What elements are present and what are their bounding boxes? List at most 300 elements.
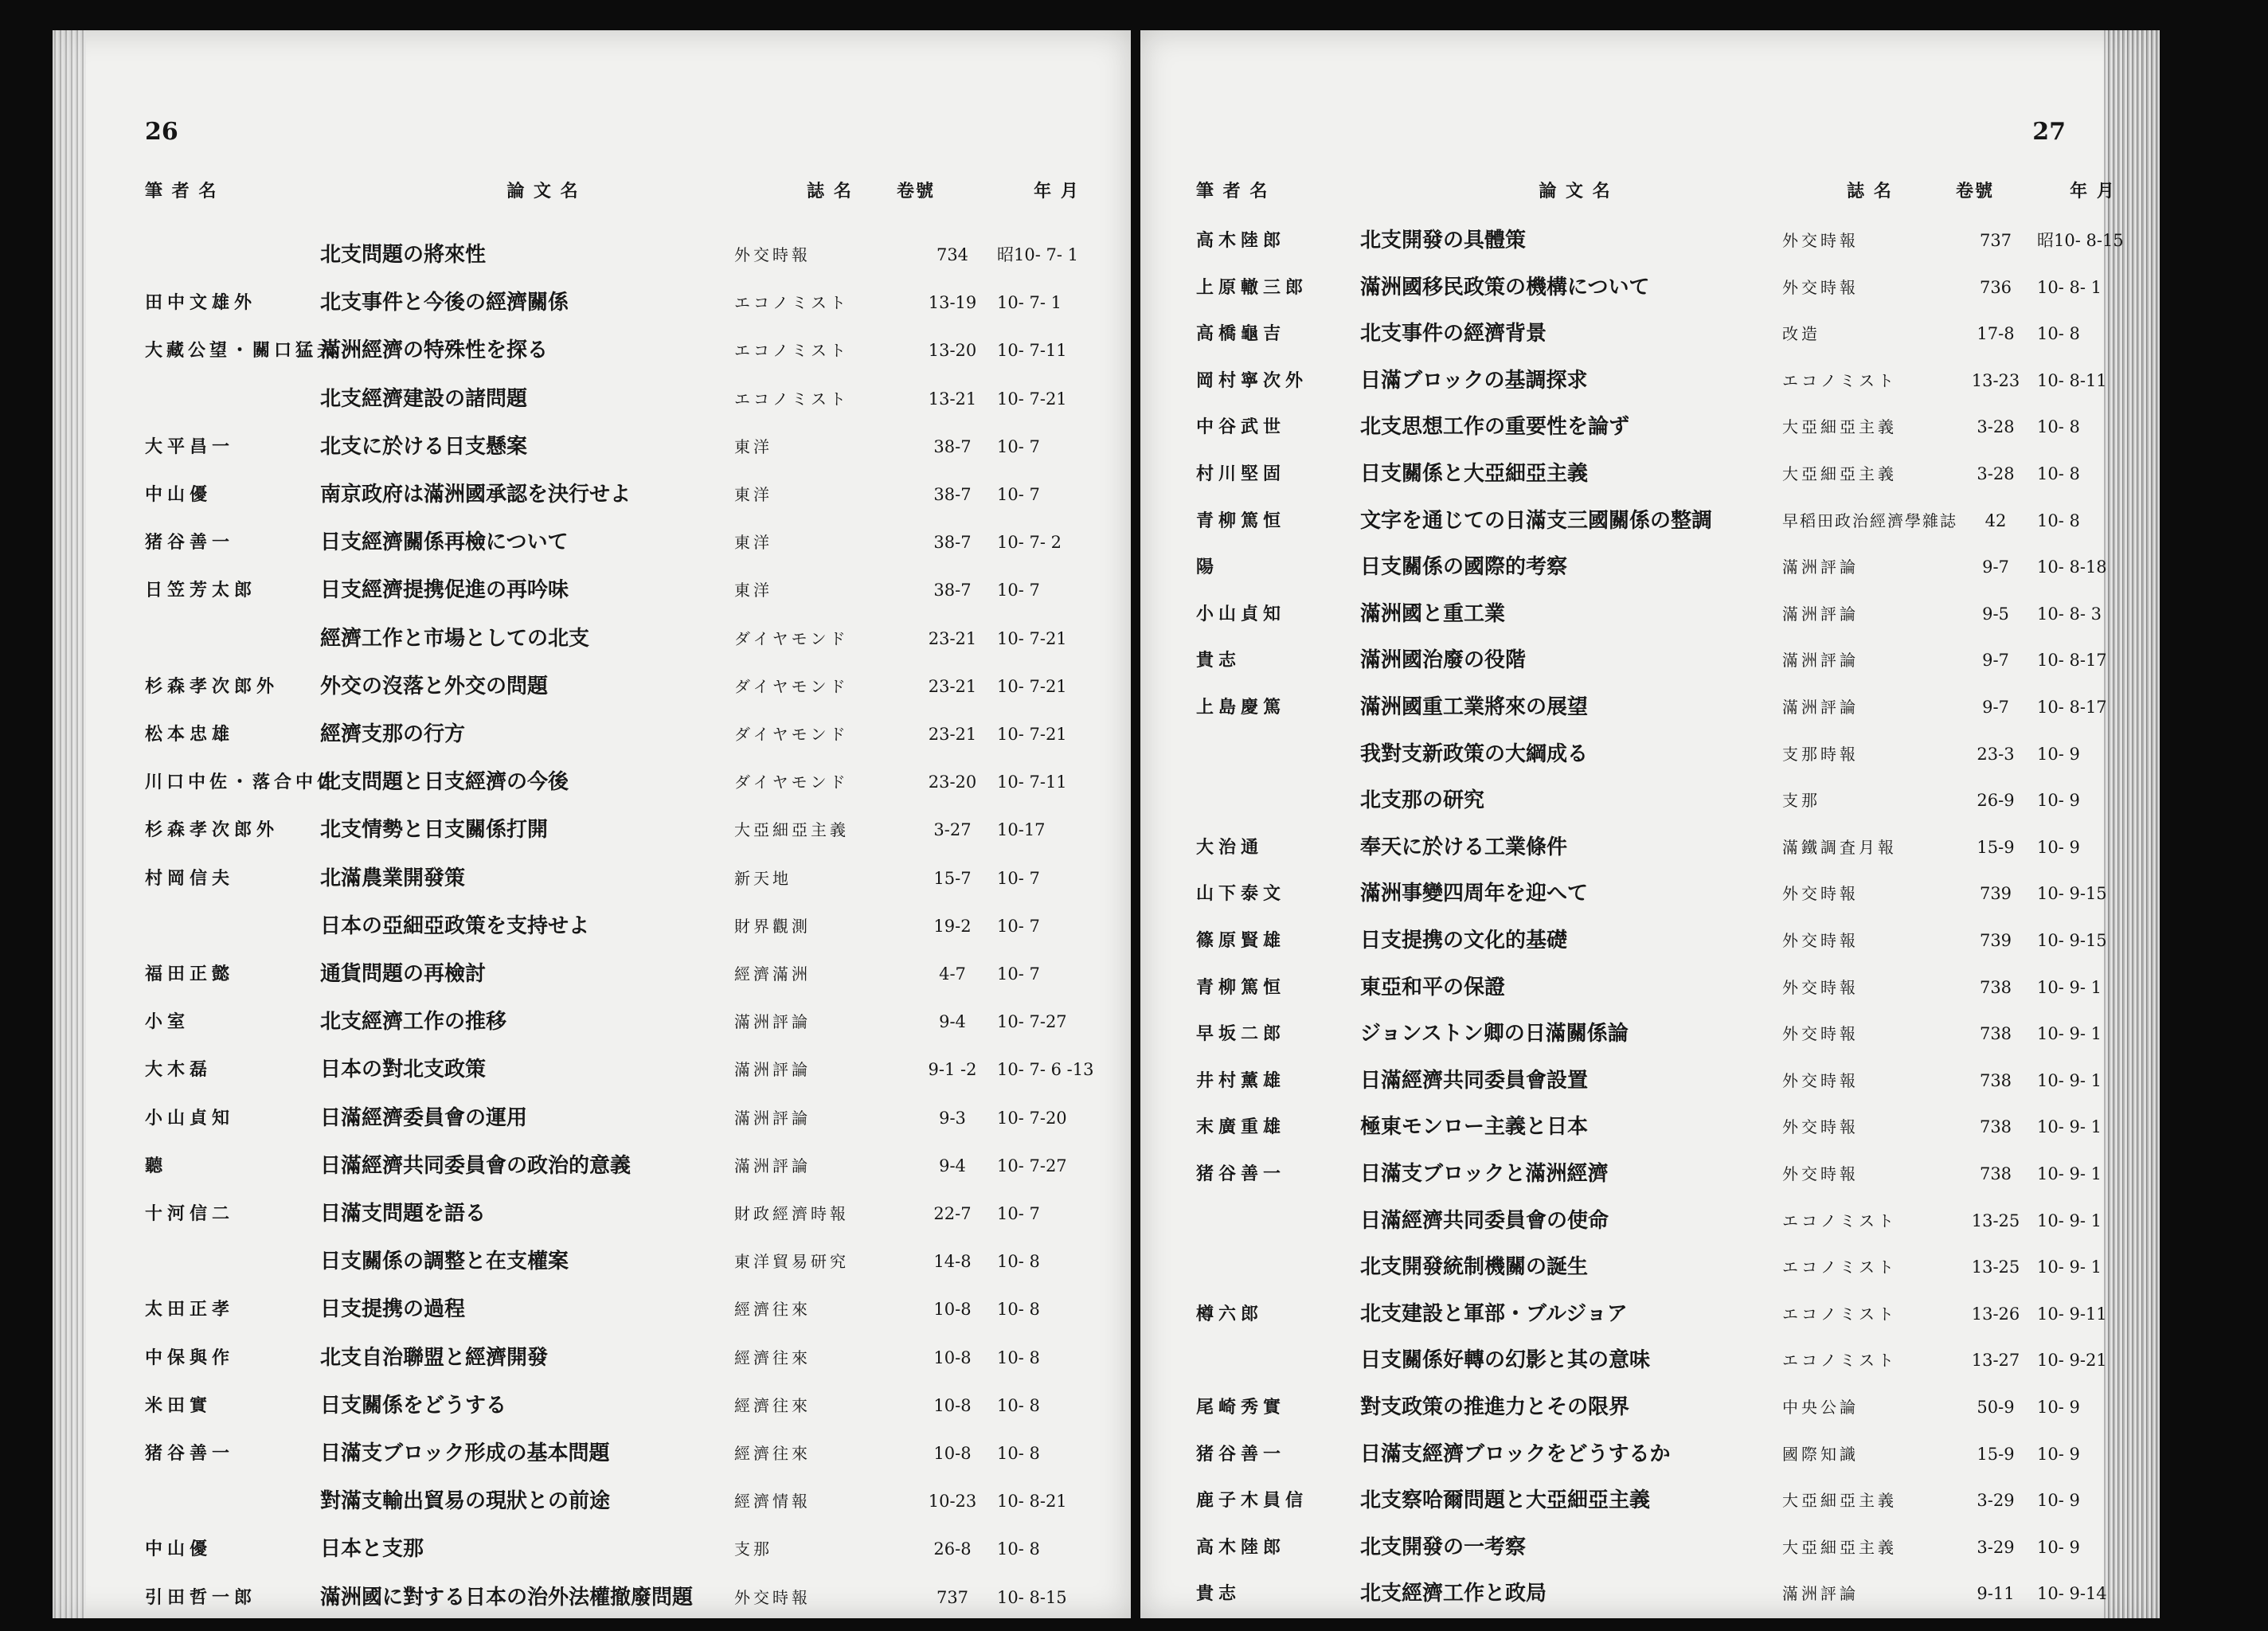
title-cell: 文字を通じての日滿支三國關係の整調 [1360, 508, 1713, 533]
date-cell: 10- 7-11 [997, 772, 1067, 792]
table-row [53, 383, 1131, 415]
table-header-left [53, 175, 1131, 207]
volume-cell: 10-8 [933, 1300, 972, 1320]
volume-cell: 738 [1979, 1024, 2012, 1044]
magazine-cell: 中央公論 [1782, 1398, 1859, 1417]
title-cell: 日滿支ブロック形成の基本問題 [320, 1441, 610, 1465]
author-cell: 高木陸郎 [1196, 1536, 1286, 1558]
author-cell: 杉森孝次郎外 [145, 819, 280, 841]
magazine-cell: 滿洲評論 [734, 1156, 811, 1175]
table-header-right [1140, 175, 2160, 207]
title-cell: 日滿ブロックの基調探求 [1360, 368, 1588, 393]
title-cell: 滿洲國移民政策の機構について [1360, 275, 1650, 299]
volume-cell: 734 [936, 245, 969, 264]
right-page [1140, 30, 2160, 1618]
title-cell: 北支思想工作の重要性を論ず [1360, 415, 1630, 440]
magazine-cell: ダイヤモンド [734, 725, 849, 744]
table-row [1140, 598, 2160, 630]
table-row [53, 574, 1131, 606]
author-cell: 日笠芳太郎 [145, 580, 257, 601]
title-cell: 日本の亞細亞政策を支持せよ [320, 913, 590, 938]
header-volume: 卷號 [1956, 181, 1995, 201]
title-cell: 經濟工作と市場としての北支 [320, 626, 590, 651]
title-cell: 滿洲國と重工業 [1360, 601, 1506, 626]
header-date: 年 月 [1034, 181, 1080, 201]
title-cell: 北支自治聯盟と經濟開發 [320, 1345, 549, 1370]
author-cell: 猪谷善一 [1196, 1164, 1286, 1184]
date-cell: 10- 8 [997, 1395, 1040, 1415]
table-row [1140, 925, 2160, 956]
volume-cell: 3-28 [1977, 464, 2015, 483]
date-cell: 10- 7-21 [997, 628, 1067, 648]
table-row [1140, 1158, 2160, 1190]
title-cell: 東亞和平の保證 [1360, 975, 1506, 999]
magazine-cell: 支那 [1782, 791, 1820, 811]
date-cell: 10- 9-15 [2037, 884, 2107, 904]
table-row [53, 623, 1131, 655]
table-row [53, 1342, 1131, 1374]
volume-cell: 738 [1979, 1070, 2012, 1090]
magazine-cell: エコノミスト [1782, 1351, 1897, 1371]
date-cell: 10- 9 [2037, 1444, 2080, 1464]
date-cell: 10- 7-21 [997, 676, 1067, 696]
table-row [53, 526, 1131, 558]
table-row [1140, 318, 2160, 350]
date-cell: 10- 7-27 [997, 1156, 1067, 1175]
date-cell: 10- 9 [2037, 791, 2080, 811]
table-row [53, 1246, 1131, 1277]
volume-cell: 738 [1979, 1164, 2012, 1183]
date-cell: 10- 9 [2037, 1491, 2080, 1511]
magazine-cell: 東洋貿易研究 [734, 1252, 849, 1272]
title-cell: 日本の對北支政策 [320, 1058, 487, 1082]
author-cell: 小室 [145, 1011, 190, 1033]
magazine-cell: 滿洲評論 [734, 1060, 811, 1080]
table-row [1140, 505, 2160, 537]
date-cell: 10- 7 [997, 868, 1040, 888]
table-row [53, 479, 1131, 510]
table-row [1140, 1065, 2160, 1097]
title-cell: 日支關係好轉の幻影と其の意味 [1360, 1348, 1651, 1373]
volume-cell: 38-7 [933, 485, 972, 504]
page-edge-right [2104, 30, 2160, 1618]
title-cell: 日支經濟提携促進の再吟味 [320, 578, 569, 603]
date-cell: 10- 8-15 [997, 1587, 1067, 1607]
table-row [1140, 411, 2160, 443]
date-cell: 10- 9-15 [2037, 931, 2107, 950]
date-cell: 10- 8 [997, 1300, 1040, 1320]
volume-cell: 3-28 [1977, 417, 2015, 437]
table-row [1140, 831, 2160, 863]
title-cell: 北支經濟工作の推移 [320, 1010, 507, 1035]
magazine-cell: エコノミスト [1782, 1304, 1897, 1324]
author-cell: 上原轍三郎 [1196, 276, 1308, 298]
table-row [53, 431, 1131, 463]
date-cell: 10- 7- 1 [997, 293, 1062, 313]
magazine-cell: 外交時報 [1782, 1024, 1859, 1044]
table-row [53, 958, 1131, 990]
magazine-cell: 大亞細亞主義 [1782, 417, 1897, 437]
magazine-cell: エコノミスト [734, 389, 849, 409]
date-cell: 10- 8- 3 [2037, 604, 2102, 624]
author-cell: 山下泰文 [1196, 883, 1286, 905]
magazine-cell: 滿洲評論 [1782, 1584, 1859, 1604]
author-cell: 福田正懿 [145, 964, 235, 984]
table-row [53, 239, 1131, 271]
title-cell: ジョンストン卿の日滿關係論 [1360, 1022, 1629, 1046]
title-cell: 對滿支輸出貿易の現狀との前途 [320, 1489, 611, 1514]
table-row [53, 1150, 1131, 1182]
author-cell: 太田正孝 [145, 1299, 235, 1320]
date-cell: 10- 8 [997, 1252, 1040, 1272]
table-row [1140, 972, 2160, 1003]
title-cell: 北支事件と今後の經濟關係 [320, 291, 569, 315]
volume-cell: 10-8 [933, 1444, 972, 1463]
date-cell: 10- 8-17 [2037, 698, 2107, 717]
table-row [53, 287, 1131, 319]
author-cell: 青柳篤恒 [1196, 976, 1286, 998]
date-cell: 10- 8 [997, 1444, 1040, 1463]
title-cell: 北支問題の將來性 [320, 243, 487, 267]
date-cell: 10- 7-21 [997, 389, 1067, 409]
author-cell: 青柳篤恒 [1196, 510, 1286, 531]
author-cell: 中谷武世 [1196, 417, 1286, 438]
date-cell: 10- 9 [2037, 1537, 2080, 1557]
author-cell: 陽 [1196, 557, 1219, 578]
author-cell: 尾崎秀實 [1196, 1397, 1286, 1418]
table-row [53, 1293, 1131, 1325]
volume-cell: 13-25 [1971, 1211, 2020, 1230]
volume-cell: 10-8 [933, 1347, 972, 1367]
volume-cell: 22-7 [933, 1204, 972, 1223]
author-cell: 岡村寧次外 [1196, 370, 1308, 391]
title-cell: 北支經濟工作と政局 [1360, 1582, 1547, 1606]
header-author: 筆 者 名 [1196, 181, 1269, 201]
date-cell: 10- 8-17 [2037, 651, 2107, 671]
title-cell: 極東モンロー主義と日本 [1360, 1115, 1589, 1140]
volume-cell: 736 [1979, 277, 2012, 297]
date-cell: 10- 8 [997, 1347, 1040, 1367]
volume-cell: 9-1 -2 [928, 1060, 977, 1080]
title-cell: 日支關係をどうする [320, 1393, 507, 1418]
date-cell: 10- 9 [2037, 744, 2080, 764]
volume-cell: 13-25 [1971, 1257, 2020, 1277]
table-row [1140, 738, 2160, 770]
magazine-cell: 外交時報 [1782, 231, 1859, 250]
magazine-cell: 國際知識 [1782, 1444, 1859, 1464]
volume-cell: 738 [1979, 1117, 2012, 1137]
volume-cell: 9-7 [1982, 557, 2009, 577]
table-row [1140, 1484, 2160, 1516]
title-cell: 我對支新政策の大綱成る [1360, 741, 1589, 766]
author-cell: 引田哲一郎 [145, 1586, 257, 1608]
author-cell: 松本忠雄 [145, 724, 235, 745]
volume-cell: 23-3 [1977, 744, 2015, 764]
date-cell: 10- 7- 6 -13 [997, 1060, 1094, 1080]
volume-cell: 19-2 [933, 916, 972, 936]
volume-cell: 38-7 [933, 436, 972, 456]
date-cell: 10- 8- 1 [2037, 277, 2102, 297]
author-cell: 早坂二郎 [1196, 1023, 1286, 1045]
title-cell: 日滿經濟共同委員會の政治的意義 [320, 1153, 632, 1178]
author-cell: 貴志 [1196, 1583, 1242, 1605]
date-cell: 10- 9- 1 [2037, 1211, 2102, 1230]
date-cell: 10- 7 [997, 964, 1040, 984]
author-cell: 村岡信夫 [145, 867, 235, 889]
magazine-cell: 支那時報 [1782, 744, 1859, 764]
title-cell: 北支建設と軍部・ブルジョア [1360, 1301, 1628, 1326]
table-row [53, 1485, 1131, 1517]
magazine-cell: 外交時報 [1782, 931, 1859, 950]
table-row [53, 1582, 1131, 1613]
date-cell: 10- 9- 1 [2037, 1117, 2102, 1137]
magazine-cell: 外交時報 [734, 245, 811, 264]
header-author: 筆 者 名 [145, 181, 218, 201]
table-row [53, 334, 1131, 366]
date-cell: 10- 9-21 [2037, 1351, 2107, 1371]
title-cell: 對支政策の推進力とその限界 [1360, 1395, 1630, 1419]
author-cell: 篠原賢雄 [1196, 930, 1286, 951]
volume-cell: 13-20 [928, 341, 977, 361]
author-cell: 米田實 [145, 1394, 213, 1416]
volume-cell: 738 [1979, 977, 2012, 997]
volume-cell: 10-23 [928, 1492, 977, 1512]
title-cell: 通貨問題の再檢討 [320, 962, 487, 986]
title-cell: 南京政府は滿洲國承認を決行せよ [320, 483, 632, 507]
magazine-cell: 東洋 [734, 581, 772, 600]
volume-cell: 15-7 [933, 868, 972, 888]
title-cell: 北支開發の具體策 [1360, 229, 1527, 252]
magazine-cell: エコノミスト [734, 341, 849, 361]
author-cell: 中保與作 [145, 1347, 235, 1368]
date-cell: 10- 8-18 [2037, 557, 2107, 577]
volume-cell: 9-5 [1982, 604, 2009, 624]
header-title: 論 文 名 [1539, 181, 1612, 201]
table-row [1140, 644, 2160, 676]
table-row [53, 814, 1131, 846]
left-page [53, 30, 1131, 1618]
date-cell: 10- 9 [2037, 1398, 2080, 1417]
title-cell: 北支那の研究 [1360, 788, 1485, 813]
date-cell: 10- 8 [997, 1539, 1040, 1559]
date-cell: 10- 7 [997, 581, 1040, 600]
title-cell: 北支察哈爾問題と大亞細亞主義 [1360, 1488, 1651, 1513]
table-row [1140, 1111, 2160, 1143]
volume-cell: 13-26 [1971, 1304, 2020, 1324]
magazine-cell: 滿洲評論 [734, 1108, 811, 1128]
volume-cell: 23-21 [928, 628, 977, 648]
date-cell: 10- 9-11 [2037, 1304, 2107, 1324]
volume-cell: 737 [1979, 231, 2012, 250]
magazine-cell: エコノミスト [1782, 1257, 1897, 1277]
date-cell: 10- 7 [997, 916, 1040, 936]
volume-cell: 13-21 [928, 389, 977, 409]
volume-cell: 14-8 [933, 1252, 972, 1272]
title-cell: 北支開發統制機關の誕生 [1360, 1255, 1589, 1280]
date-cell: 10- 7-20 [997, 1108, 1067, 1128]
volume-cell: 737 [936, 1587, 969, 1607]
volume-cell: 10-8 [933, 1395, 972, 1415]
author-cell: 中山優 [145, 484, 213, 505]
magazine-cell: 經濟情報 [734, 1492, 811, 1512]
magazine-cell: 滿洲評論 [1782, 604, 1859, 624]
magazine-cell: 滿鐵調査月報 [1782, 837, 1897, 857]
magazine-cell: 滿洲評論 [1782, 698, 1859, 717]
volume-cell: 9-3 [939, 1108, 966, 1128]
title-cell: 北支情勢と日支關係打開 [320, 818, 549, 843]
magazine-cell: 外交時報 [1782, 1117, 1859, 1137]
volume-cell: 38-7 [933, 581, 972, 600]
table-row [1140, 1391, 2160, 1423]
title-cell: 日滿支經濟ブロックをどうするか [1360, 1441, 1671, 1466]
table-row [1140, 272, 2160, 303]
date-cell: 10- 9- 1 [2037, 1024, 2102, 1044]
magazine-cell: 外交時報 [1782, 884, 1859, 904]
table-row [1140, 784, 2160, 816]
table-row [53, 1054, 1131, 1085]
volume-cell: 15-9 [1977, 837, 2015, 857]
title-cell: 外交の沒落と外交の問題 [320, 674, 549, 698]
table-row [53, 862, 1131, 894]
volume-cell: 9-11 [1977, 1584, 2015, 1604]
author-cell: 田中文雄外 [145, 292, 257, 314]
title-cell: 日支經濟關係再檢について [320, 530, 569, 555]
magazine-cell: 新天地 [734, 868, 792, 888]
author-cell: 杉森孝次郎外 [145, 675, 280, 697]
title-cell: 北支事件の經濟背景 [1360, 322, 1547, 346]
magazine-cell: 經濟滿洲 [734, 964, 811, 984]
title-cell: 滿洲事變四周年を迎へて [1360, 882, 1589, 906]
author-cell: 猪谷善一 [145, 532, 235, 553]
date-cell: 10- 9- 1 [2037, 1164, 2102, 1183]
date-cell: 10- 8-21 [997, 1492, 1067, 1512]
volume-cell: 3-29 [1977, 1537, 2015, 1557]
date-cell: 10- 7-21 [997, 725, 1067, 744]
author-cell: 中山優 [145, 1539, 213, 1560]
header-title: 論 文 名 [506, 181, 580, 201]
title-cell: 經濟支那の行方 [320, 722, 466, 746]
table-row [53, 718, 1131, 750]
magazine-cell: 外交時報 [1782, 977, 1859, 997]
table-row [1140, 225, 2160, 256]
date-cell: 10- 9-14 [2037, 1584, 2107, 1604]
volume-cell: 9-7 [1982, 698, 2009, 717]
magazine-cell: 財界觀測 [734, 916, 811, 936]
volume-cell: 38-7 [933, 533, 972, 553]
magazine-cell: 東洋 [734, 533, 772, 553]
magazine-cell: 大亞細亞主義 [734, 820, 849, 840]
title-cell: 日支關係と大亞細亞主義 [1360, 462, 1589, 486]
magazine-cell: 經濟往來 [734, 1395, 811, 1415]
header-magazine: 誌 名 [807, 181, 853, 201]
author-cell: 井村薰雄 [1196, 1070, 1286, 1091]
date-cell: 10- 9- 1 [2037, 1070, 2102, 1090]
magazine-cell: 經濟往來 [734, 1444, 811, 1463]
magazine-cell: 支那 [734, 1539, 772, 1559]
table-row [1140, 1298, 2160, 1330]
magazine-cell: エコノミスト [734, 293, 849, 313]
magazine-cell: 大亞細亞主義 [1782, 1491, 1897, 1511]
author-cell: 聽 [145, 1155, 168, 1176]
title-cell: 北支に於ける日支懸案 [320, 434, 528, 459]
author-cell: 上島慶篤 [1196, 697, 1286, 718]
magazine-cell: 財政經濟時報 [734, 1204, 849, 1223]
title-cell: 北支開發の一考察 [1360, 1535, 1527, 1559]
magazine-cell: 滿洲評論 [734, 1012, 811, 1032]
magazine-cell: 改造 [1782, 324, 1820, 344]
date-cell: 10- 8 [2037, 417, 2080, 437]
author-cell: 大治通 [1196, 836, 1264, 858]
volume-cell: 26-8 [933, 1539, 972, 1559]
author-cell: 大藏公望・關口猛夫 [145, 340, 339, 362]
date-cell: 10- 7 [997, 436, 1040, 456]
magazine-cell: ダイヤモンド [734, 676, 849, 696]
title-cell: 滿洲經濟の特殊性を探る [320, 338, 549, 363]
author-cell: 村川堅固 [1196, 463, 1286, 484]
magazine-cell: 東洋 [734, 436, 772, 456]
date-cell: 10-17 [997, 820, 1046, 840]
volume-cell: 15-9 [1977, 1444, 2015, 1464]
table-row [1140, 551, 2160, 583]
title-cell: 日支關係の調整と在支權案 [320, 1250, 569, 1274]
magazine-cell: 早稻田政治經濟學雜誌 [1782, 510, 1957, 530]
date-cell: 10- 7 [997, 485, 1040, 504]
header-volume: 卷號 [897, 181, 936, 201]
date-cell: 10- 7 [997, 1204, 1040, 1223]
title-cell: 日滿經濟委員會の運用 [320, 1105, 528, 1130]
author-cell: 川口中佐・落合中佐 [145, 772, 339, 793]
title-cell: 日本と支那 [320, 1537, 424, 1562]
title-cell: 北滿農業開發策 [320, 866, 466, 890]
date-cell: 10- 8 [2037, 464, 2080, 483]
magazine-cell: 東洋 [734, 485, 772, 504]
magazine-cell: 外交時報 [1782, 277, 1859, 297]
table-row [53, 910, 1131, 942]
table-row [53, 1533, 1131, 1565]
header-magazine: 誌 名 [1847, 181, 1893, 201]
volume-cell: 13-19 [928, 293, 977, 313]
table-row [53, 1198, 1131, 1230]
magazine-cell: 外交時報 [1782, 1070, 1859, 1090]
title-cell: 日滿經濟共同委員會の使命 [1360, 1208, 1609, 1233]
volume-cell: 9-7 [1982, 651, 2009, 671]
author-cell: 高木陸郎 [1196, 230, 1286, 251]
date-cell: 10- 8 [2037, 510, 2080, 530]
date-cell: 10- 9- 1 [2037, 1257, 2102, 1277]
magazine-cell: 經濟往來 [734, 1300, 811, 1320]
magazine-cell: 經濟往來 [734, 1347, 811, 1367]
title-cell: 日滿支問題を語る [320, 1202, 487, 1226]
date-cell: 10- 8 [2037, 324, 2080, 344]
magazine-cell: ダイヤモンド [734, 772, 849, 792]
volume-cell: 4-7 [939, 964, 966, 984]
author-cell: 高橋龜吉 [1196, 323, 1286, 345]
header-date: 年 月 [2070, 181, 2116, 201]
author-cell: 大木磊 [145, 1059, 213, 1081]
table-row [1140, 365, 2160, 397]
date-cell: 10- 9 [2037, 837, 2080, 857]
table-row [1140, 1578, 2160, 1609]
page-number-left: 26 [145, 118, 178, 146]
title-cell: 滿洲國治廢の役階 [1360, 648, 1527, 673]
author-cell: 猪谷善一 [145, 1443, 235, 1464]
date-cell: 10- 7- 2 [997, 533, 1062, 553]
author-cell: 小山貞知 [1196, 603, 1286, 624]
date-cell: 10- 8-11 [2037, 370, 2107, 390]
volume-cell: 3-29 [1977, 1491, 2015, 1511]
author-cell: 十河信二 [145, 1203, 235, 1224]
title-cell: 北支問題と日支經濟の今後 [320, 770, 569, 795]
